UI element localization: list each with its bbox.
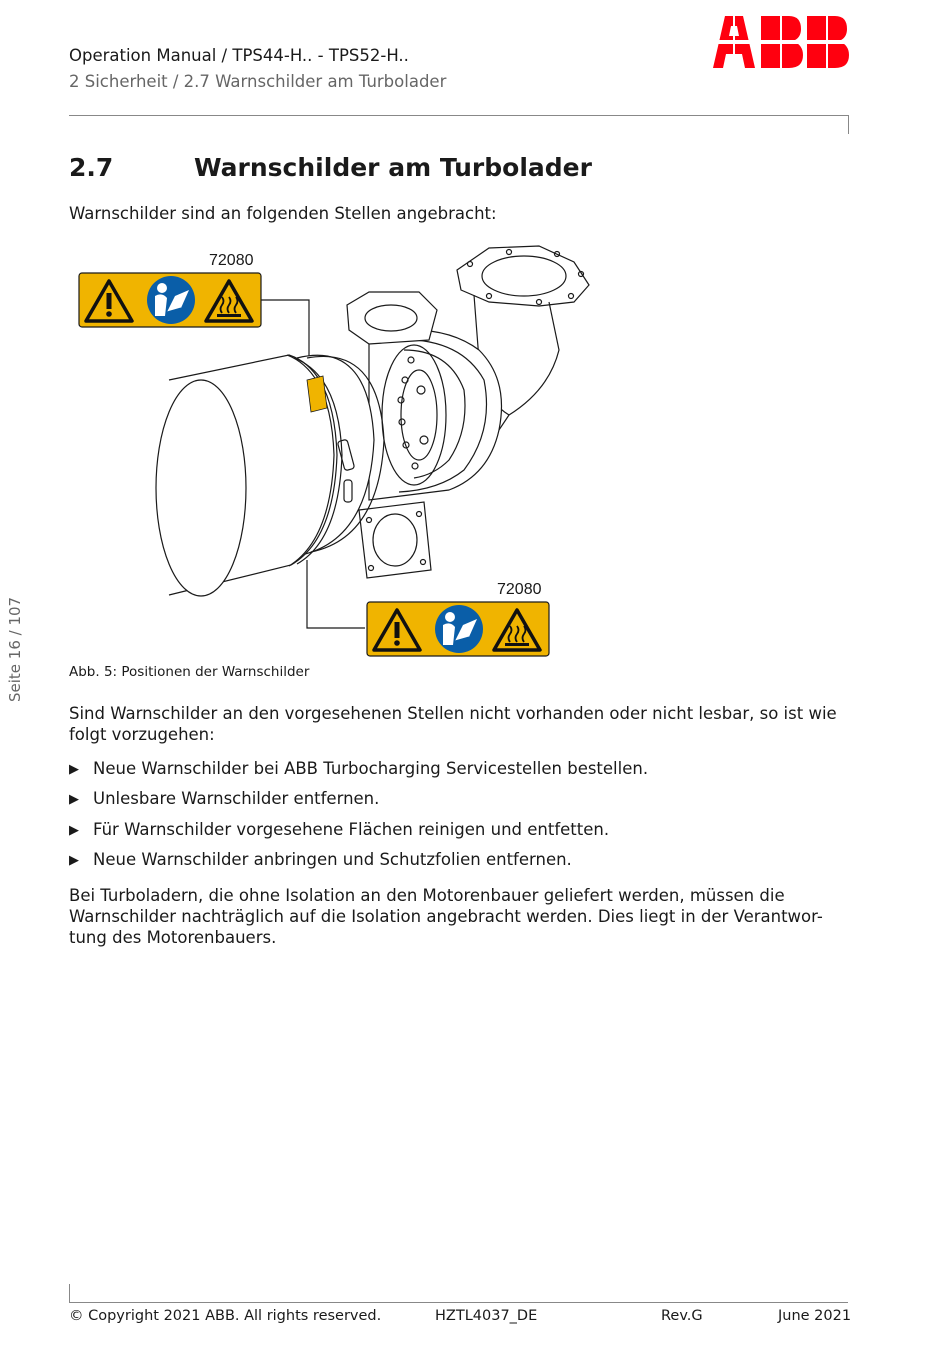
- footer-rule-tick: [69, 1284, 70, 1303]
- footer-revision: Rev.G: [661, 1308, 703, 1324]
- paragraph-instructions: Sind Warnschilder an den vorgesehenen Stellen nicht vorhanden oder nicht lesbar, so ist wie folgt vorzugehen:: [69, 704, 837, 744]
- list-item: ▶ Unlesbare Warnschilder entfernen.: [69, 789, 380, 808]
- footer-date: June 2021: [778, 1308, 852, 1324]
- footer-document-id: HZTL4037_DE: [435, 1308, 538, 1324]
- compressor-casing: [369, 330, 502, 500]
- warning-sign-top: [79, 273, 261, 327]
- read-manual-icon: [147, 276, 195, 324]
- figure-caption: Abb. 5: Positionen der Warnschilder: [69, 664, 310, 680]
- bullet-arrow-icon: ▶: [69, 823, 79, 838]
- footer-copyright: © Copyright 2021 ABB. All rights reserved.: [69, 1308, 382, 1324]
- inlet-flange-top: [347, 292, 437, 344]
- part-number-top: 72080: [209, 252, 254, 269]
- list-item: ▶ Neue Warnschilder bei ABB Turbocharging Servicestellen bestellen.: [69, 759, 649, 778]
- document-title: Operation Manual / TPS44-H.. - TPS52-H..: [69, 46, 409, 65]
- gas-flange-bottom: [359, 502, 431, 578]
- bullet-arrow-icon: ▶: [69, 853, 79, 868]
- header-rule-tick: [848, 115, 849, 134]
- paragraph-insulation-note: Bei Turboladern, die ohne Isolation an den Motorenbauer geliefert werden, müssen die Warnschilder nachträglich auf die Isolation angebracht werden. Dies liegt in der Verantwor-tung des Motorenbauers.: [69, 886, 823, 947]
- intro-text: Warnschilder sind an folgenden Stellen angebracht:: [69, 204, 497, 223]
- breadcrumb: 2 Sicherheit / 2.7 Warnschilder am Turbolader: [69, 72, 447, 91]
- bullet-arrow-icon: ▶: [69, 792, 79, 807]
- casing-warning-label: [307, 376, 327, 412]
- outlet-flange: [457, 246, 589, 306]
- page-indicator: Seite 16 / 107: [6, 596, 24, 702]
- section-number: 2.7: [69, 153, 114, 182]
- read-manual-icon: [435, 605, 483, 653]
- section-title: Warnschilder am Turbolader: [194, 153, 592, 182]
- header-rule: [69, 115, 848, 116]
- footer-rule: [69, 1302, 848, 1303]
- abb-logo: [713, 16, 849, 68]
- list-item: ▶ Neue Warnschilder anbringen und Schutzfolien entfernen.: [69, 850, 572, 869]
- list-item: ▶ Für Warnschilder vorgesehene Flächen reinigen und entfetten.: [69, 820, 610, 839]
- turbocharger-figure: [69, 240, 629, 665]
- callout-line-bottom: [307, 560, 365, 628]
- part-number-bottom: 72080: [497, 581, 542, 598]
- bullet-arrow-icon: ▶: [69, 762, 79, 777]
- warning-sign-bottom: [367, 602, 549, 656]
